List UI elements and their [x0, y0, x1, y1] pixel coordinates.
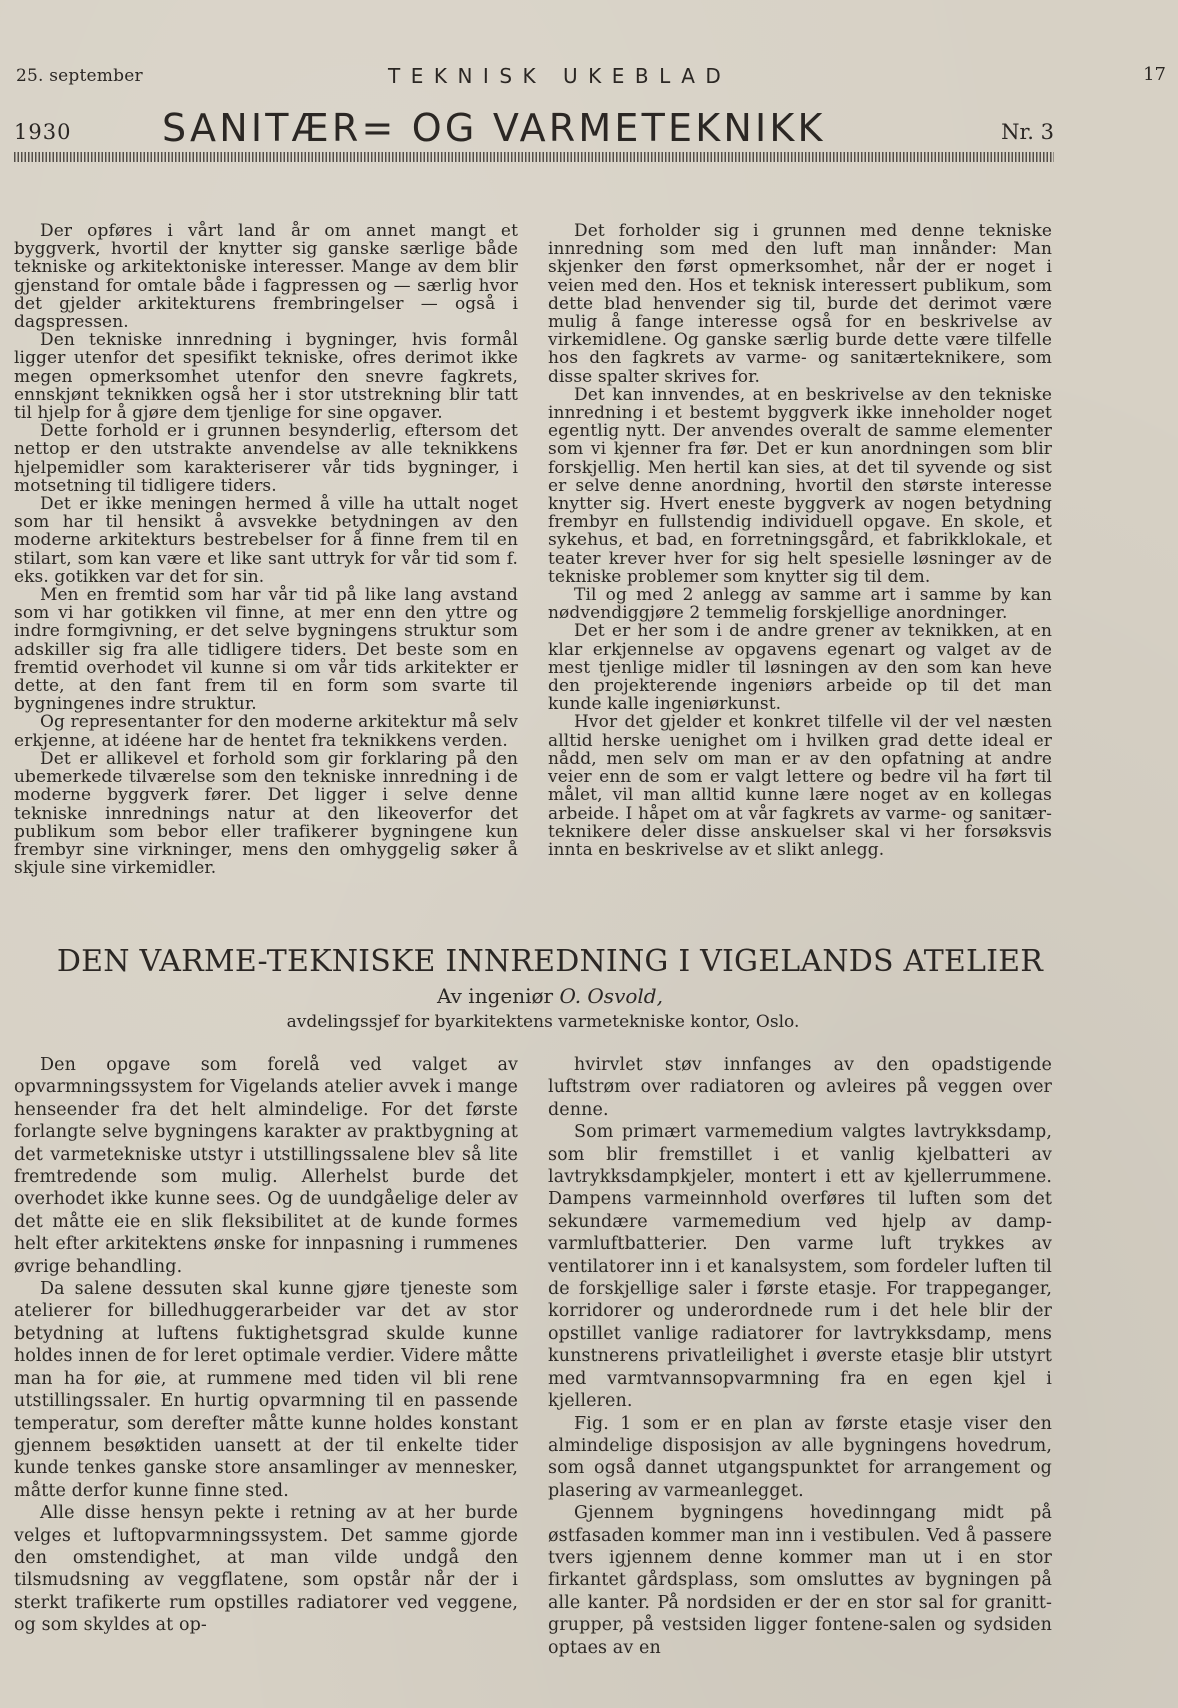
author-affiliation: avdelingssjef for byarkitektens varmetekniske kontor, Oslo.	[286, 1012, 800, 1032]
article-column-right	[548, 1054, 1052, 1659]
paragraph: hvirvlet støv innfanges av den opadstigende luftstrøm over radiatoren og avleires på veggen over denne.	[548, 1055, 1052, 1120]
article-column-left	[14, 1054, 518, 1637]
article-title: DEN VARME-TEKNISKE INNREDNING I VIGELANDS ATELIER	[56, 944, 1044, 979]
issue-number: Nr. 3	[1001, 120, 1054, 144]
paragraph: Der opføres i vårt land år om annet mangt et byggverk, hvortil der knytter sig ganske særlige både tekniske og arkitektoniske interesser. Mange av dem blir gjenstand for omtale både i fagpressen og — særlig hvor det gjelder arkitekturens frembringelser — også i dagspressen.	[14, 221, 518, 333]
paragraph: Da salene dessuten skal kunne gjøre tjeneste som atelierer for billedhuggerarbeider var det av stor betydning at luftens fuktighetsgrad skulde kunne holdes innen de for leret optimale verdier. Videre måtte man ha for øie, at rummene med tiden vil bli rene utstillingssaler. En hurtig opvarmning til en passende temperatur, som derefter måtte kunne holdes konstant gjennem besøktiden uansett at der til enkelte tider kunde tenkes ganske store ansamlinger av mennesker, måtte derfor kunne finne sted.	[14, 1279, 518, 1501]
paragraph: Den tekniske innredning i bygninger, hvis formål ligger utenfor det spesifikt tekniske, ofres derimot ikke megen opmerksomhet utenfor den snevre fagkrets, ennskjønt teknikken også her i stor utstrekning blir tatt til hjelp for å gjøre dem tjenlige for sine opgaver.	[14, 330, 518, 424]
page-number: 17	[1143, 64, 1166, 85]
intro-column-left	[14, 222, 518, 877]
paragraph: Det er ikke meningen hermed å ville ha uttalt noget som har til hensikt å avsvekke betydningen av den moderne arkitekturs bestrebelser for å finne frem til en stilart, som kan være et like sant uttryk for vår tid som f. eks. gotikken var det for sin.	[14, 494, 518, 587]
paragraph: Alle disse hensyn pekte i retning av at her burde velges et luftopvarmningssystem. Det samme gjorde den omstendighet, at man vilde undgå den tilsmudsning av veggflatene, som opstår når der i sterkt trafikerte rum opstilles radiatorer ved veggene, og som skyldes at op-	[14, 1503, 518, 1636]
byline-prefix: Av ingeniør	[437, 984, 554, 1008]
journal-name: TEKNISK UKEBLAD	[388, 64, 732, 88]
paragraph: Fig. 1 som er en plan av første etasje viser den almindelige disposisjon av alle bygningens hovedrum, som også dannet utgangspunktet for arrangement og plasering av varmeanlegget.	[548, 1413, 1052, 1501]
paragraph: Den opgave som forelå ved valget av opvarmningssystem for Vigelands atelier avvek i mange henseender fra det helt almindelige. For det første forlangte selve bygningens karakter av praktbygning at det varmetekniske utstyr i utstillingssalene blev så lite fremtredende som mulig. Allerhelst burde det overhodet ikke kunne sees. Og de uundgåelige deler av det måtte eie en slik fleksibilitet at de kunde formes helt efter arkitektens ønske for innpasning i rummenes øvrige behandling.	[14, 1055, 518, 1277]
paragraph: Men en fremtid som har vår tid på like lang avstand som vi har gotikken vil finne, at mer enn den yttre og indre formgivning, er det selve bygningens struktur som adskiller sig fra alle tidligere tiders. Det beste som en fremtid overhodet vil kunne si om vår tids arkitekter er dette, at den fant frem til en form som svarte til bygningenes indre struktur.	[14, 585, 518, 715]
paragraph: Og representanter for den moderne arkitektur må selv erkjenne, at idéene har de hentet fra teknikkens verden.	[14, 712, 518, 751]
paragraph: Dette forhold er i grunnen besynderlig, eftersom det nettop er den utstrakte anvendelse av alle teknikkens hjelpemidler som karakteriserer vår tids bygninger, i motsetning til tidligere tiders.	[14, 421, 518, 496]
paragraph: Hvor det gjelder et konkret tilfelle vil der vel næsten alltid herske uenighet om i hvilken grad dette ideal er nådd, men selv om man er av den opfatning at andre veier enn de som er valgt lettere og bedre vil ha ført til målet, vil man alltid kunne lære noget av en kollegas arbeide. I håpet om at vår fagkrets av varme- og sanitær-teknikere deler disse anskuelser skal vi her forsøksvis innta en beskrivelse av et slikt anlegg.	[548, 712, 1052, 860]
paragraph: Det er allikevel et forhold som gir forklaring på den ubemerkede tilværelse som den tekniske innredning i de moderne byggverk fører. Det ligger i selve denne tekniske innrednings natur at den likeoverfor det publikum som bebor eller trafikerer bygningene kun frembyr sine virkninger, mens den omhyggelig søker å skjule sine virkemidler.	[14, 748, 518, 879]
paragraph: Det forholder sig i grunnen med denne tekniske innredning som med den luft man innånder: Man skjenker den først opmerksomhet, når der er noget i veien med den. Hos et teknisk interessert publikum, som dette blad henvender sig til, burde det derimot være mulig å fange interesse også for en beskrivelse av virkemidlene. Og ganske særlig burde dette være tilfelle hos den fagkrets av varme- og sanitærteknikere, som disse spalter skrives for.	[548, 221, 1052, 387]
section-year: 1930	[14, 120, 72, 144]
section-title: SANITÆR= OG VARMETEKNIKK	[162, 106, 826, 150]
author-name: O. Osvold,	[559, 984, 663, 1008]
paragraph: Som primært varmemedium valgtes lavtrykksdamp, som blir fremstillet i et vanlig kjelbatteri av lavtrykksdampkjeler, montert i ett av kjellerrummene. Dampens varmeinnhold overføres til luften som det sekundære varmemedium ved hjelp av damp-varmluftbatterier. Den varme luft trykkes av ventilatorer inn i et kanalsystem, som fordeler luften til de forskjellige saler i første etasje. For trappeganger, korridorer og underordnede rum i det hele blir der opstillet vanlige radiatorer for lavtrykksdamp, mens kunstnerens privatleilighet i øverste etasje blir utstyrt med varmtvannsopvarmning fra en egen kjel i kjelleren.	[548, 1122, 1052, 1412]
intro-column-right	[548, 222, 1052, 859]
paragraph: Gjennem bygningens hovedinngang midt på østfasaden kommer man inn i vestibulen. Ved å passere tvers igjennem denne kommer man ut i en stor firkantet gårdsplass, som omsluttes av bygningen på alle kanter. På nordsiden er der en stor sal for granitt-grupper, på vestsiden ligger fontene-salen og sydsiden optaes av en	[548, 1503, 1052, 1658]
section-rule	[14, 152, 1054, 162]
running-header	[16, 64, 1166, 90]
paragraph: Det kan innvendes, at en beskrivelse av den tekniske innredning i et bestemt byggverk ikke inneholder noget egentlig nytt. Der anvendes overalt de samme elementer som vi kjenner fra før. Det er kun anordningen som blir forskjellig. Men hertil kan sies, at det til syvende og sist er selve denne anordning, hvortil den største interesse knytter sig. Hvert eneste byggverk av nogen betydning frembyr en fullstendig individuell opgave. En skole, et sykehus, et bad, en forretningsgård, et fabrikklokale, et teater krever hver for sig helt spesielle løsninger av de tekniske problemer som knytter sig til dem.	[548, 384, 1052, 587]
paragraph: Det er her som i de andre grener av teknikken, at en klar erkjennelse av opgavens egenart og valget av de mest tjenlige midler til løsningen av den som kan heve den projekterende ingeniørs arbeide op til det man kunde kalle ingeniørkunst.	[548, 621, 1052, 715]
issue-date: 25. september	[16, 66, 143, 86]
section-header	[14, 108, 1054, 154]
paragraph: Til og med 2 anlegg av samme art i samme by kan nødvendiggjøre 2 temmelig forskjellige anordninger.	[548, 585, 1052, 624]
byline	[0, 984, 1100, 1008]
